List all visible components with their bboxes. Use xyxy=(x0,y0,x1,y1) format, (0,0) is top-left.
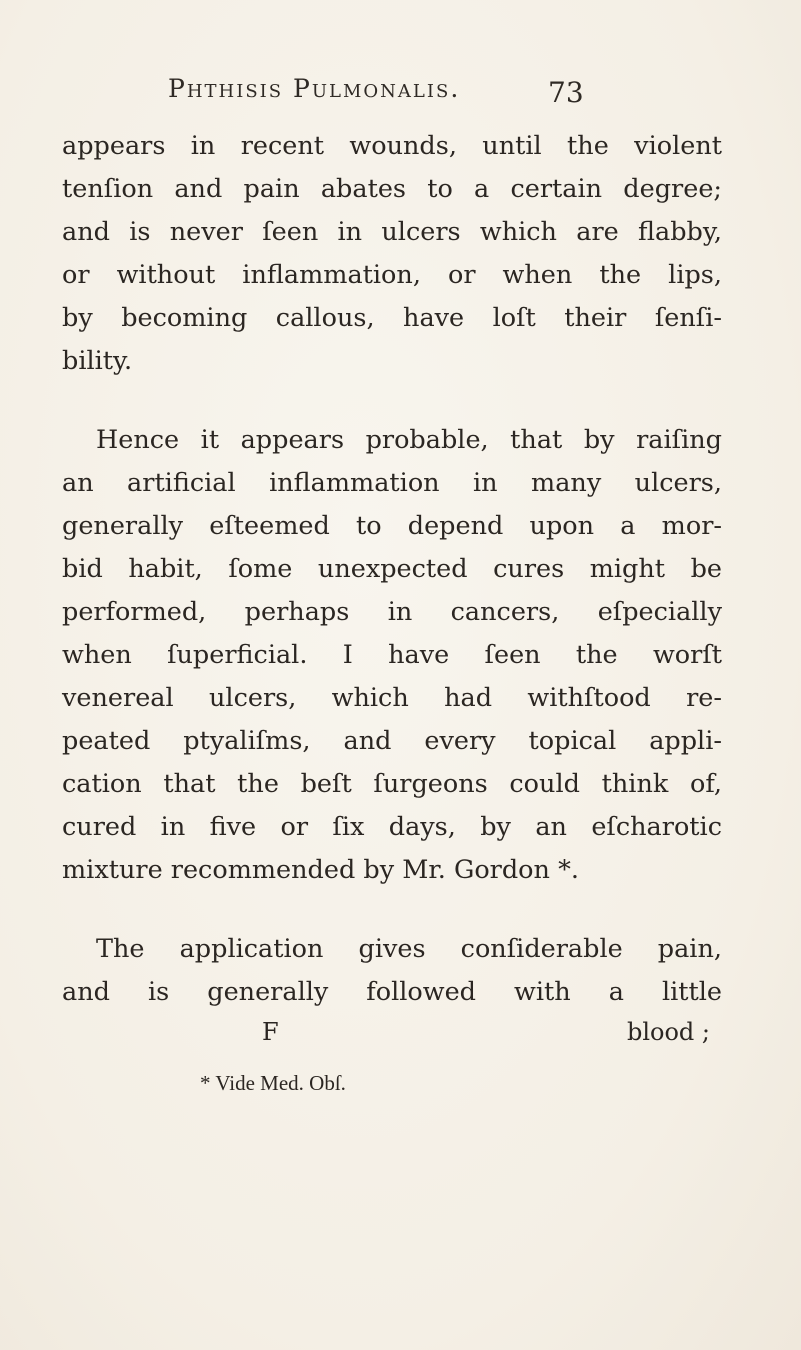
text-line: by becoming callous, have loſt their ſenſi- xyxy=(62,303,722,333)
page-number: 73 xyxy=(548,76,584,109)
catchline xyxy=(62,1012,722,1052)
paragraph xyxy=(62,419,722,892)
text-line: an artificial inflammation in many ulcers, xyxy=(62,468,722,498)
paragraph xyxy=(62,125,722,383)
text-line: cured in five or ſix days, by an eſcharotic xyxy=(62,812,722,842)
paragraph xyxy=(62,928,722,1014)
running-title: Phthisis Pulmonalis. xyxy=(168,74,461,103)
paragraph-gap xyxy=(62,383,722,419)
text-line: peated ptyaliſms, and every topical appli- xyxy=(62,726,722,756)
text-line: tenſion and pain abates to a certain degree; xyxy=(62,174,722,204)
footnote: * Vide Med. Obſ. xyxy=(200,1071,346,1095)
text-line: and is generally followed with a little xyxy=(62,977,722,1007)
text-line: appears in recent wounds, until the violent xyxy=(62,131,722,161)
text-line: performed, perhaps in cancers, eſpecially xyxy=(62,597,722,627)
text-line: venereal ulcers, which had withſtood re- xyxy=(62,683,722,713)
text-line: or without inflammation, or when the lips, xyxy=(62,260,722,290)
text-line: when ſuperficial. I have ſeen the worſt xyxy=(62,640,722,670)
catchword: blood ; xyxy=(626,1018,710,1046)
text-line: mixture recommended by Mr. Gordon *. xyxy=(62,855,579,885)
text-line: bility. xyxy=(62,346,133,376)
running-head xyxy=(0,66,801,109)
text-line: generally eſteemed to depend upon a mor- xyxy=(62,511,722,541)
paragraph-gap xyxy=(62,892,722,928)
text-line: Hence it appears probable, that by raiſing xyxy=(96,425,722,455)
text-line: The application gives conſiderable pain, xyxy=(96,934,722,964)
text-line: cation that the beſt ſurgeons could think of, xyxy=(62,769,722,799)
text-line: bid habit, ſome unexpected cures might be xyxy=(62,554,722,584)
signature-mark: F xyxy=(262,1018,279,1046)
body-text xyxy=(62,125,722,1014)
text-line: and is never ſeen in ulcers which are flabby, xyxy=(62,217,722,247)
